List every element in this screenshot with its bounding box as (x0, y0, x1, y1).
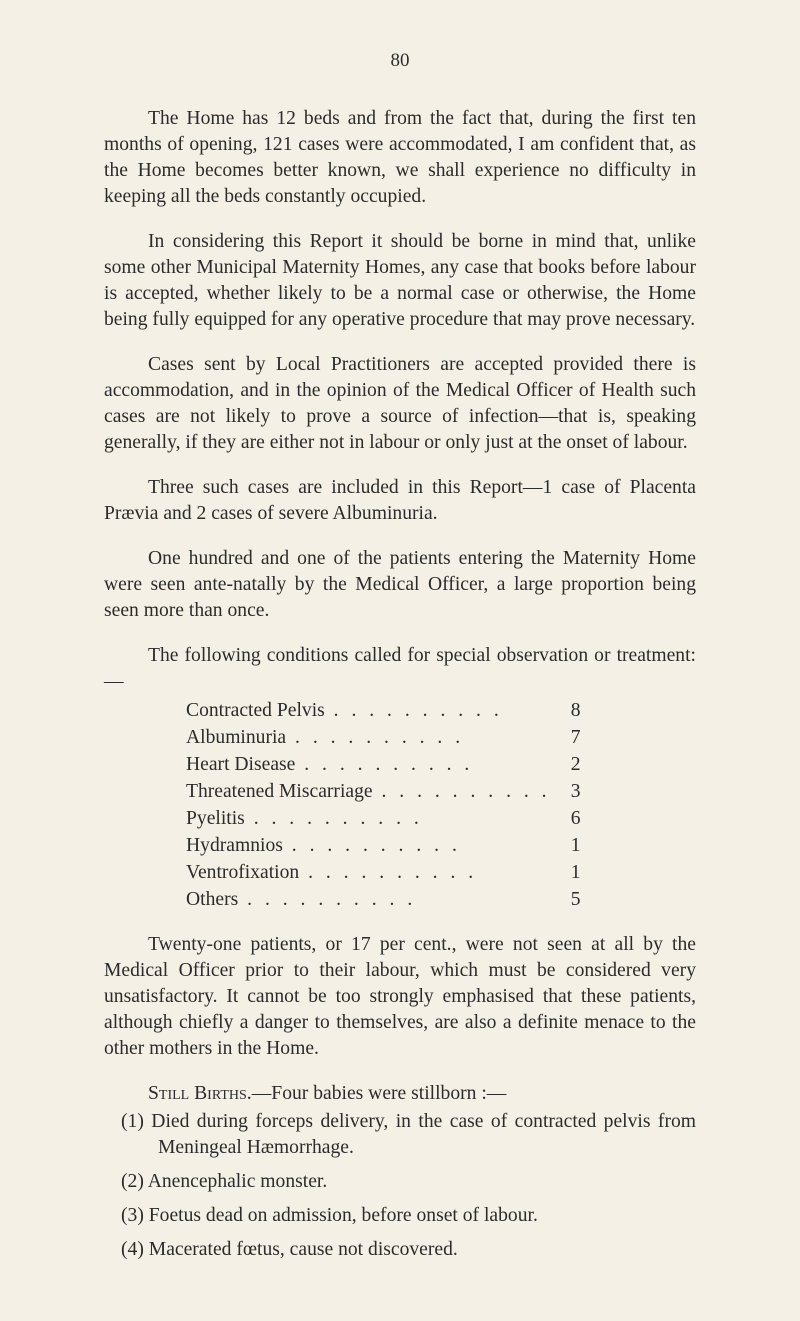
paragraph-ante-natal: One hundred and one of the patients entering the Maternity Home were seen ante-natally by the Medical Officer, a large proportion being seen more than once. (104, 548, 696, 621)
still-birth-number: (3) (121, 1205, 144, 1226)
still-birth-item (104, 1237, 696, 1263)
condition-label-cell (186, 778, 551, 805)
still-births-intro: —Four babies were stillborn :— (251, 1083, 507, 1104)
condition-label-cell (186, 886, 551, 913)
condition-label: Contracted Pelvis (186, 699, 325, 721)
still-birth-number: (1) (121, 1111, 144, 1132)
page-number: 80 (390, 50, 410, 71)
condition-label-cell (186, 832, 551, 859)
conditions-table (186, 697, 581, 913)
leader-dots: . . . . . . . . . . (299, 861, 478, 883)
condition-label: Heart Disease (186, 753, 296, 775)
leader-dots: . . . . . . . . . . (282, 834, 461, 856)
leader-dots: . . . . . . . . . . (324, 699, 503, 721)
still-birth-item (104, 1203, 696, 1229)
paragraph-such-cases: Three such cases are included in this Report—1 case of Placenta Prævia and 2 cases of severe Albuminuria. (104, 477, 696, 524)
still-births-heading: Still Births. (148, 1083, 252, 1104)
condition-row (186, 697, 581, 724)
condition-label-cell (186, 751, 551, 778)
still-birth-text: Macerated fœtus, cause not discovered. (148, 1239, 458, 1260)
condition-count: 1 (570, 834, 581, 856)
condition-count: 3 (570, 780, 581, 802)
document-body (104, 106, 696, 1271)
paragraph-report-considerations: In considering this Report it should be borne in mind that, unlike some other Municipal Maternity Homes, any case that books before labour is accepted, whether likely to be a normal case or otherwise, the Home being fully equipped for any operative procedure that may prove necessary. (104, 231, 696, 330)
still-birth-text: Foetus dead on admission, before onset of labour. (148, 1205, 538, 1226)
condition-row (186, 751, 581, 778)
condition-row (186, 805, 581, 832)
condition-label-cell (186, 859, 551, 886)
paragraph-conditions-intro: The following conditions called for special observation or treatment:— (104, 645, 696, 692)
condition-label: Others (186, 888, 239, 910)
condition-count: 7 (570, 726, 581, 748)
condition-label: Pyelitis (186, 807, 245, 829)
condition-count: 1 (570, 861, 581, 883)
condition-row (186, 859, 581, 886)
still-birth-item (104, 1109, 696, 1161)
still-birth-item (104, 1169, 696, 1195)
still-birth-text: Anencephalic monster. (147, 1171, 328, 1192)
condition-label: Hydramnios (186, 834, 283, 856)
condition-label-cell (186, 805, 551, 832)
leader-dots: . . . . . . . . . . (295, 753, 474, 775)
still-birth-number: (2) (121, 1171, 144, 1192)
still-birth-text: Died during forceps delivery, in the case of contracted pelvis from Meningeal Hæmorrhage. (151, 1111, 697, 1158)
condition-label: Threatened Miscarriage (186, 780, 373, 802)
condition-row (186, 832, 581, 859)
still-births-intro-line (104, 1081, 696, 1107)
condition-row (186, 724, 581, 751)
still-birth-number: (4) (121, 1239, 144, 1260)
condition-row (186, 778, 581, 805)
condition-count: 2 (570, 753, 581, 775)
condition-count: 5 (570, 888, 581, 910)
condition-row (186, 886, 581, 913)
leader-dots: . . . . . . . . . . (372, 780, 551, 802)
condition-label-cell (186, 724, 551, 751)
leader-dots: . . . . . . . . . . (238, 888, 417, 910)
condition-label: Ventrofixation (186, 861, 300, 883)
paragraph-local-practitioners: Cases sent by Local Practitioners are accepted provided there is accommodation, and in the opinion of the Medical Officer of Health such cases are not likely to prove a source of infection—that is, speaking generally, if they are either not in labour or only just at the onset of labour. (104, 354, 696, 453)
paragraph-beds: The Home has 12 beds and from the fact that, during the first ten months of opening, 121 cases were accommodated, I am confident that, as the Home becomes better known, we shall experience no difficulty in keeping all the beds constantly occupied. (104, 108, 696, 207)
condition-count: 6 (570, 807, 581, 829)
condition-label-cell (186, 697, 551, 724)
still-births-list (104, 1109, 696, 1263)
leader-dots: . . . . . . . . . . (244, 807, 423, 829)
condition-count: 8 (570, 699, 581, 721)
condition-label: Albuminuria (186, 726, 287, 748)
paragraph-not-seen: Twenty-one patients, or 17 per cent., were not seen at all by the Medical Officer prior to their labour, which must be considered very unsatisfactory. It cannot be too strongly emphasised that these patients, although chiefly a danger to themselves, are also a definite menace to the other mothers in the Home. (104, 934, 696, 1059)
leader-dots: . . . . . . . . . . (286, 726, 465, 748)
